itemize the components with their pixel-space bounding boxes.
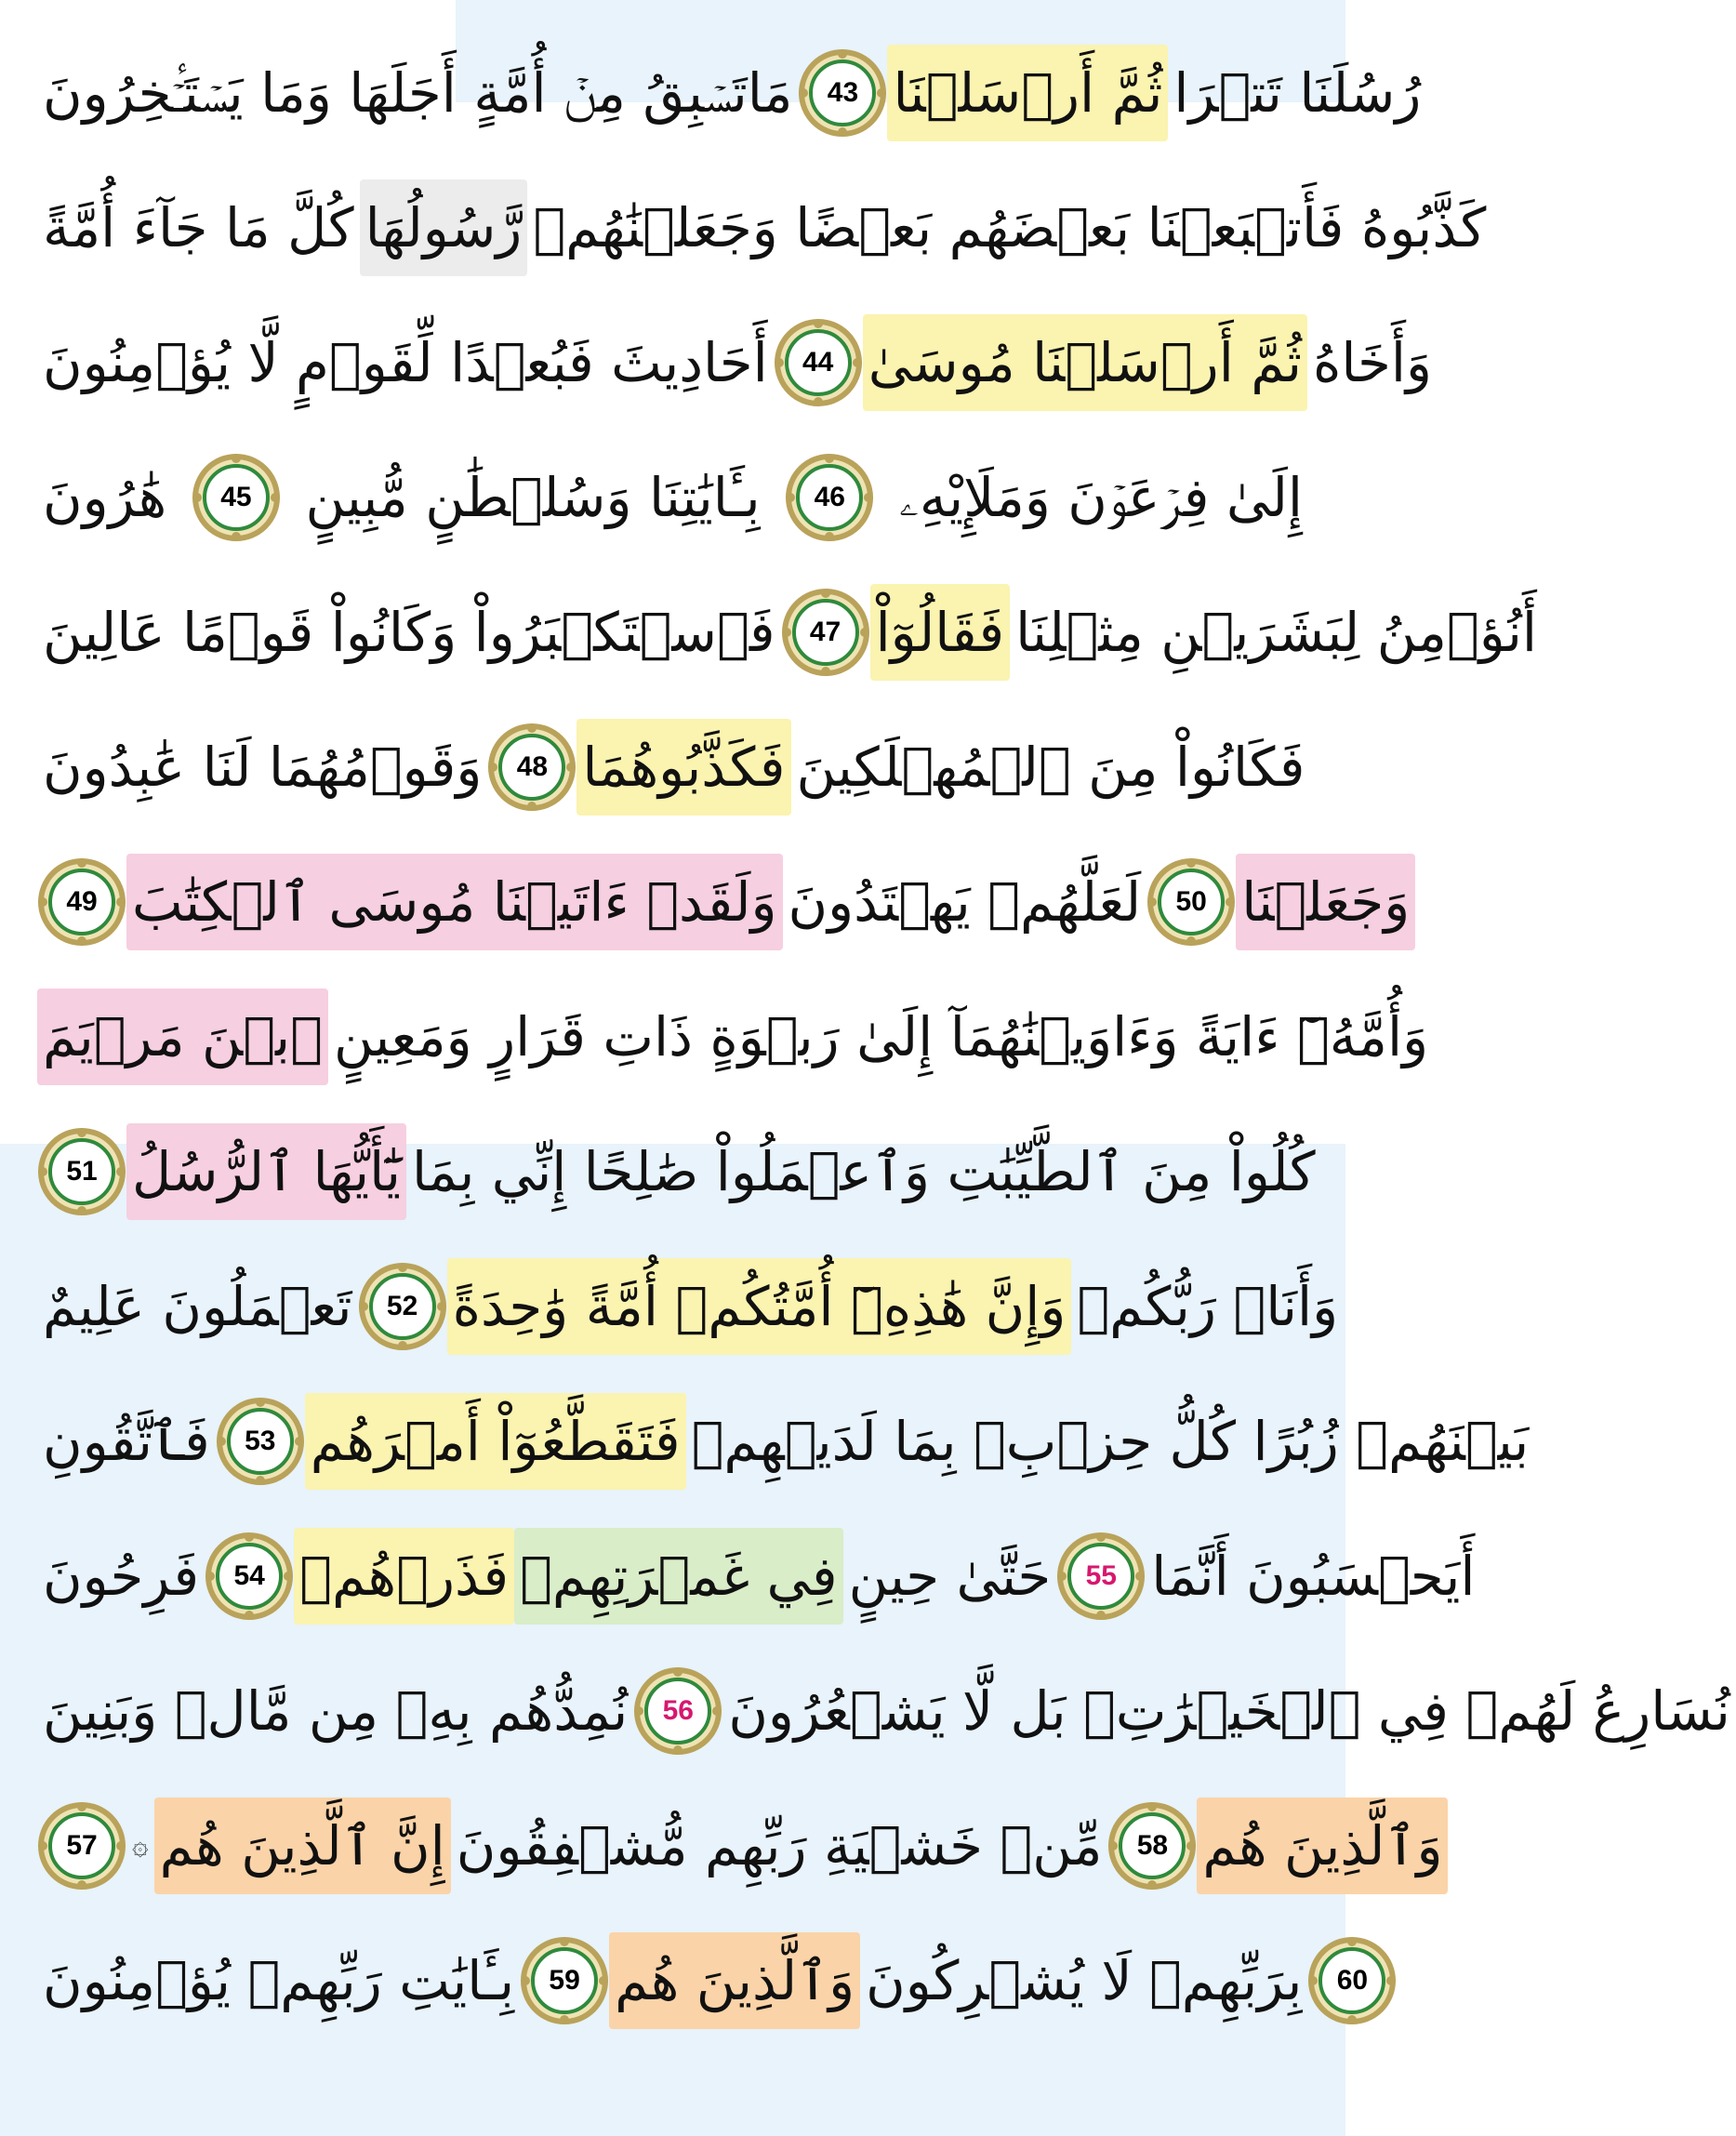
verse-text: بِـَٔايَٰتِ رَبِّهِمۡ يُؤۡمِنُونَ [43, 1949, 515, 2012]
verse-text: نُسَارِعُ لَهُمۡ فِي ٱلۡخَيۡرَٰتِۚ بَل لَّا يَشۡعُرُونَ [728, 1679, 1730, 1743]
verse-text: مَاتَسۡبِقُ مِنۡ أُمَّةٍ أَجَلَهَا وَمَا يَسۡتَـٔۡخِرُونَ [43, 61, 793, 125]
ayah-number: 47 [809, 617, 841, 647]
verse-text: أَيَحۡسَبُونَ أَنَّمَا [1151, 1545, 1476, 1608]
ayah-number: 52 [386, 1291, 418, 1321]
verse-text: وَأَنَا۠ رَبُّكُمۡ [1077, 1275, 1339, 1338]
ayah-number: 60 [1336, 1965, 1369, 1996]
line-14 [37, 1790, 1443, 1902]
ayah-number: 44 [802, 347, 834, 378]
ayah-marker-49 [37, 857, 126, 947]
highlighted-phrase: وَجَعَلۡنَا [1236, 854, 1415, 950]
ayah-number: 53 [245, 1426, 276, 1456]
verse-text: وَأَخَاهُ [1312, 331, 1433, 394]
ayah-marker-59 [520, 1936, 609, 2025]
highlighted-phrase: فَقَالُوٓاْ [870, 584, 1011, 681]
ayah-marker-56 [633, 1666, 722, 1756]
highlighted-phrase: فِي غَمۡرَتِهِمۡ [514, 1528, 842, 1625]
ayah-marker-45 [192, 453, 281, 542]
verse-text: كُلَّ مَا جَآءَ أُمَّةً [43, 196, 354, 259]
verse-text: إِلَىٰ فِرۡعَوۡنَ وَمَلَإِيْهِۦ [898, 466, 1303, 529]
verse-text: أَنُؤۡمِنُ لِبَشَرَيۡنِ مِثۡلِنَا [1015, 601, 1537, 664]
highlighted-phrase: ثُمَّ أَرۡسَلۡنَا [887, 45, 1168, 141]
ayah-marker-52 [358, 1262, 447, 1351]
line-2 [37, 172, 1487, 284]
highlighted-phrase: ثُمَّ أَرۡسَلۡنَا مُوسَىٰ [863, 314, 1307, 411]
ayah-number: 58 [1136, 1830, 1169, 1861]
highlighted-phrase: فَذَرۡهُمۡ [294, 1528, 514, 1625]
highlighted-phrase: وَإِنَّ هَٰذِهِۦٓ أُمَّتُكُمۡ أُمَّةً وَٰحِدَةً [447, 1258, 1072, 1355]
highlighted-phrase: وَلَقَدۡ ءَاتَيۡنَا مُوسَى ٱلۡكِتَٰبَ [126, 854, 783, 950]
ayah-number: 48 [516, 751, 549, 782]
verse-text: كَذَّبُوهُ فَأَتۡبَعۡنَا بَعۡضَهُم بَعۡضًا وَجَعَلۡنَٰهُمۡ [533, 196, 1487, 259]
verse-text: بَيۡنَهُمۡ زُبُرًا كُلُّ حِزۡبِۭ بِمَا لَدَيۡهِمۡ [691, 1410, 1530, 1473]
verse-text: فَٱتَّقُونِ [43, 1410, 210, 1473]
ayah-marker-50 [1146, 857, 1236, 947]
highlighted-phrase: رَّسُولُهَا [360, 179, 528, 276]
ayah-number: 45 [220, 482, 252, 512]
verse-text: كُلُواْ مِنَ ٱلطَّيِّبَٰتِ وَٱعۡمَلُواْ صَٰلِحًا إِنِّي بِمَا [411, 1140, 1316, 1203]
ayah-marker-47 [781, 588, 870, 677]
ayah-marker-44 [774, 318, 863, 407]
ayah-marker-43 [798, 48, 887, 138]
ayah-marker-55 [1056, 1532, 1146, 1621]
ayah-marker-53 [216, 1397, 305, 1486]
verse-text: فَرِحُونَ [43, 1545, 200, 1608]
ayah-number: 43 [827, 77, 859, 108]
highlighted-phrase: وَٱلَّذِينَ هُم [1197, 1798, 1448, 1894]
verse-text: فَكَانُواْ مِنَ ٱلۡمُهۡلَكِينَ [796, 736, 1305, 799]
line-10 [37, 1251, 1339, 1362]
highlighted-phrase: فَتَقَطَّعُوٓاْ أَمۡرَهُم [305, 1393, 686, 1490]
line-13 [37, 1655, 1730, 1767]
sajda-mark: ۞ [132, 1829, 149, 1862]
verse-text: رُسُلَنَا تَتۡرَا [1173, 61, 1422, 125]
ayah-marker-46 [785, 453, 874, 542]
ayah-number: 56 [662, 1695, 694, 1726]
ayah-marker-58 [1107, 1801, 1197, 1891]
highlighted-phrase: يَٰٓأَيُّهَا ٱلرُّسُلُ [126, 1123, 406, 1220]
verse-text: لَعَلَّهُمۡ يَهۡتَدُونَ [788, 870, 1142, 934]
ayah-marker-51 [37, 1127, 126, 1216]
ayah-number: 55 [1085, 1560, 1117, 1591]
ayah-number: 57 [66, 1830, 98, 1861]
line-12 [37, 1520, 1476, 1632]
ayah-marker-57 [37, 1801, 126, 1891]
ayah-number: 59 [549, 1965, 580, 1996]
ayah-marker-48 [487, 723, 576, 812]
verse-text: فَٱسۡتَكۡبَرُواْ وَكَانُواْ قَوۡمًا عَالِينَ [43, 601, 775, 664]
line-9 [37, 1116, 1316, 1227]
ayah-number: 54 [233, 1560, 265, 1591]
line-8 [37, 981, 1429, 1093]
verse-text: تَعۡمَلُونَ عَلِيمٌ [43, 1275, 352, 1338]
verse-text: نُمِدُّهُم بِهِۦ مِن مَّالٖ وَبَنِينَ [43, 1679, 629, 1743]
verse-text: وَأُمَّهُۥٓ ءَايَةً وَءَاوَيۡنَٰهُمَآ إِلَىٰ رَبۡوَةٍ ذَاتِ قَرَارٍ وَمَعِينٍ [333, 1005, 1429, 1068]
verse-text: حَتَّىٰ حِينٍ [848, 1545, 1052, 1608]
verse-text: هَٰرُونَ [43, 466, 167, 529]
line-11 [37, 1386, 1530, 1497]
verse-text: بِرَبِّهِمۡ لَا يُشۡرِكُونَ [866, 1949, 1303, 2012]
line-3 [37, 307, 1433, 418]
ayah-number: 46 [814, 482, 845, 512]
verse-text: وَقَوۡمُهُمَا لَنَا عَٰبِدُونَ [43, 736, 483, 799]
ayah-marker-54 [205, 1532, 294, 1621]
verse-text: مِّنۡ خَشۡيَةِ رَبِّهِم مُّشۡفِقُونَ [456, 1814, 1103, 1877]
verse-text: أَحَادِيثَ فَبُعۡدًا لِّقَوۡمٍ لَّا يُؤۡمِنُونَ [43, 331, 768, 394]
line-15 [37, 1925, 1369, 2036]
ayah-number: 49 [66, 886, 98, 917]
highlighted-phrase: إِنَّ ٱلَّذِينَ هُم [154, 1798, 451, 1894]
highlighted-phrase: فَكَذَّبُوهُمَا [576, 719, 790, 816]
line-1 [37, 37, 1422, 149]
line-4 [37, 442, 1308, 553]
highlighted-phrase: وَٱلَّذِينَ هُم [609, 1932, 860, 2029]
highlighted-phrase: ٱبۡنَ مَرۡيَمَ [37, 988, 328, 1085]
line-5 [37, 577, 1537, 688]
line-7 [37, 846, 1411, 958]
line-6 [37, 711, 1308, 823]
ayah-marker-60 [1307, 1936, 1397, 2025]
verse-text: بِـَٔايَٰتِنَا وَسُلۡطَٰنٍ مُّبِينٍ [305, 466, 761, 529]
ayah-number: 50 [1175, 886, 1207, 917]
ayah-number: 51 [66, 1156, 98, 1187]
